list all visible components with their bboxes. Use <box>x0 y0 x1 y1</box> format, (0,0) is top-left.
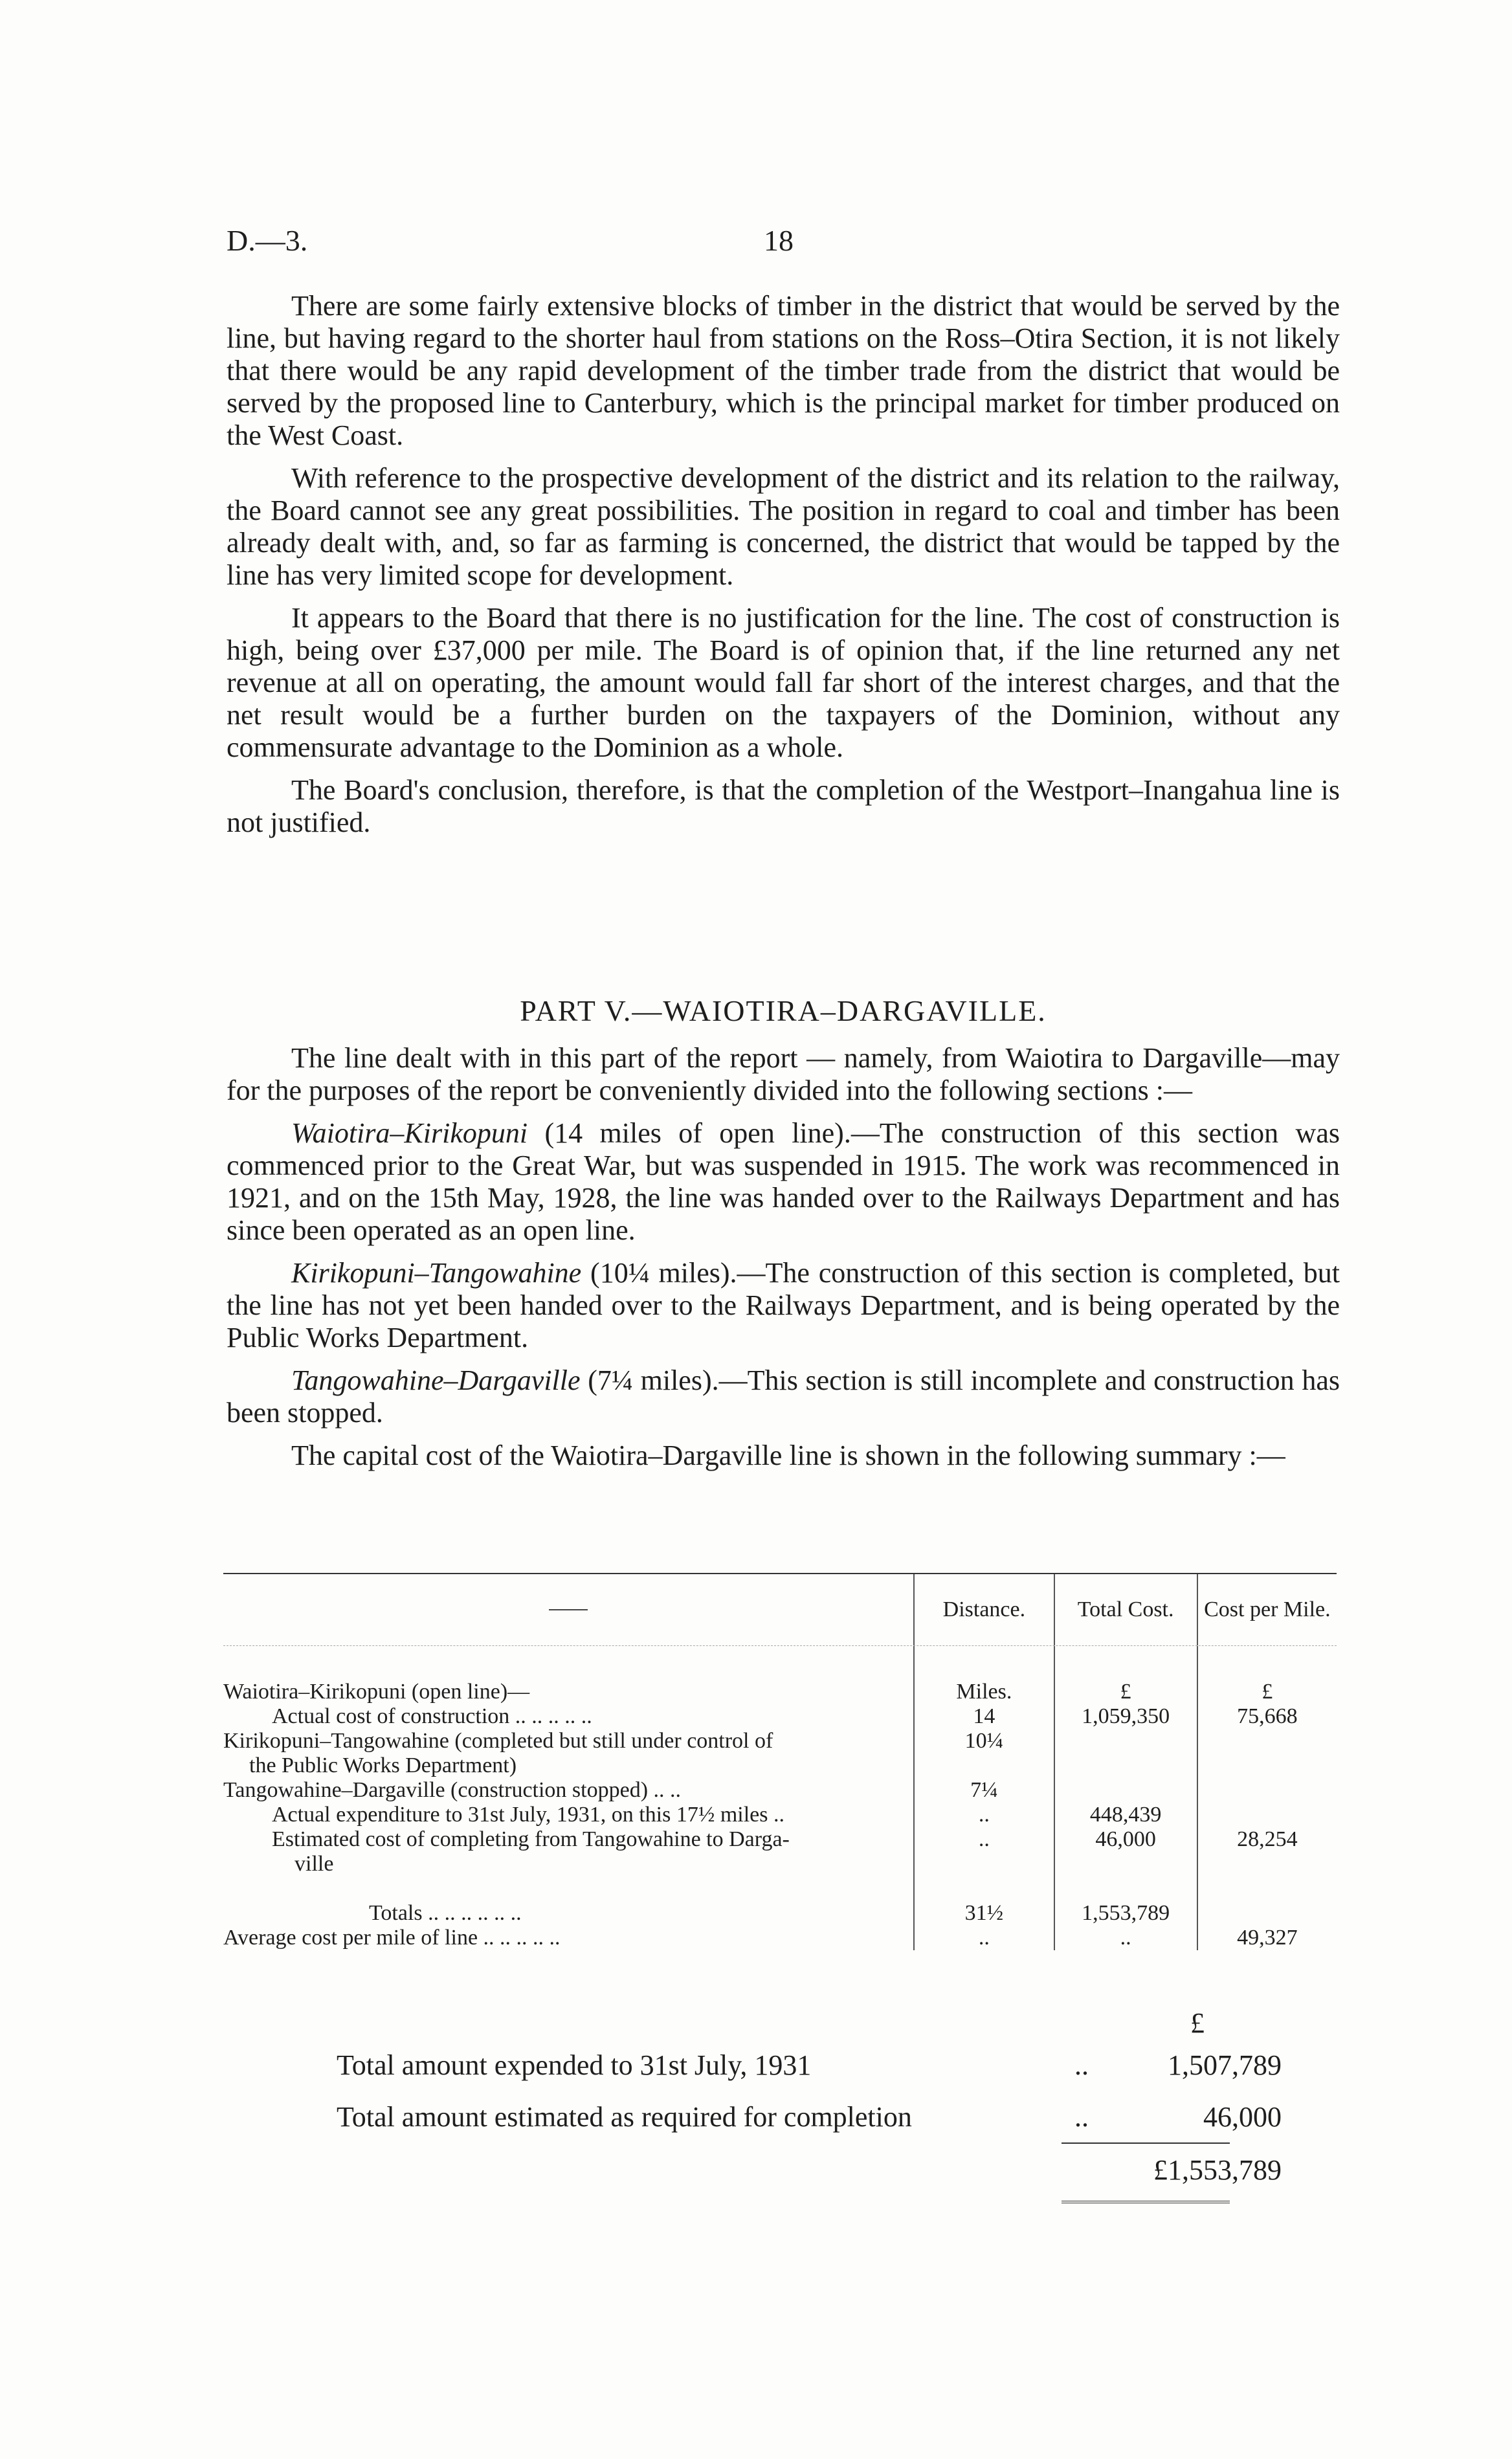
section-name: Tangowahine–Dargaville <box>291 1364 581 1396</box>
table-cell: £ <box>1262 1680 1273 1704</box>
header-cost-per-mile: Cost per Mile. <box>1197 1574 1337 1645</box>
grand-total-row <box>337 2144 1282 2196</box>
column-description <box>223 1646 913 1950</box>
capital-cost-table <box>223 1573 1337 1950</box>
section-name: Waiotira–Kirikopuni <box>291 1117 528 1149</box>
table-cell: Kirikopuni–Tangowahine (completed but still under control of <box>223 1729 773 1753</box>
table-cell <box>1055 1729 1197 1753</box>
table-cell <box>1055 1876 1197 1901</box>
header-distance: Distance. <box>913 1574 1053 1645</box>
expended-label: Total amount expended to 31st July, 1931 <box>337 2049 812 2081</box>
header-dash <box>549 1609 588 1610</box>
table-cell <box>1198 1753 1337 1778</box>
section-heading: PART V.—WAIOTIRA–DARGAVILLE. <box>520 994 1047 1027</box>
table-cell: 1,059,350 <box>1082 1704 1170 1728</box>
table-cell: Totals .. .. .. .. .. .. <box>369 1901 522 1925</box>
section-text: (10¼ miles).—The construction of this section is completed, but the line has not yet been handed over to the Railways Department, and is being operated by the Public Works Department. <box>227 1257 1340 1353</box>
table-cell: .. <box>978 1803 990 1827</box>
estimated-value: 46,000 <box>1203 2100 1282 2133</box>
table-cell <box>1198 1852 1337 1876</box>
table-cell: Actual expenditure to 31st July, 1931, on this 17½ miles .. <box>272 1803 784 1827</box>
totals-summary <box>337 2007 1282 2203</box>
table-cell: Waiotira–Kirikopuni (open line)— <box>223 1680 530 1704</box>
table-header-row <box>223 1574 1337 1646</box>
column-distance <box>913 1646 1053 1950</box>
estimated-label: Total amount estimated as required for completion <box>337 2100 912 2133</box>
table-cell <box>915 1753 1053 1778</box>
table-cell: 49,327 <box>1237 1926 1298 1950</box>
table-cell: .. <box>978 1827 990 1851</box>
table-cell: 10¼ <box>964 1729 1004 1753</box>
grand-total-value: £1,553,789 <box>1153 2153 1282 2186</box>
table-cell: £ <box>1120 1680 1131 1704</box>
leader-dots: .. <box>1074 2100 1089 2133</box>
table-cell <box>1198 1876 1337 1901</box>
table-cell: Tangowahine–Dargaville (construction stopped) .. .. <box>223 1778 682 1802</box>
table-cell <box>1198 1803 1337 1827</box>
body-part5 <box>227 1042 1340 1482</box>
paragraph: There are some fairly extensive blocks of timber in the district that would be served by the line, but having regard to the shorter haul from stations on the Ross–Otira Section, it is not likely that there would be any rapid development of the timber trade from the district that would be served by the proposed line to Canterbury, which is the principal market for timber produced on the West Coast. <box>227 290 1340 451</box>
table-cell: the Public Works Department) <box>249 1753 517 1777</box>
table-cell: 75,668 <box>1237 1704 1298 1728</box>
currency-symbol: £ <box>1190 2007 1205 2039</box>
column-total-cost <box>1054 1646 1197 1950</box>
table-body <box>223 1646 1337 1950</box>
table-cell <box>915 1852 1053 1876</box>
table-cell <box>1198 1901 1337 1926</box>
estimated-row <box>337 2091 1282 2142</box>
table-cell: ville <box>295 1852 334 1876</box>
table-cell <box>1198 1729 1337 1753</box>
table-cell: 448,439 <box>1089 1803 1162 1827</box>
table-cell: 14 <box>973 1704 995 1728</box>
table-cell <box>1055 1753 1197 1778</box>
table-cell <box>1198 1778 1337 1803</box>
column-cost-per-mile <box>1197 1646 1337 1950</box>
leader-dots: .. <box>1074 2049 1089 2081</box>
expended-value: 1,507,789 <box>1168 2049 1282 2081</box>
table-cell <box>1055 1778 1197 1803</box>
paragraph: With reference to the prospective development of the district and its relation to the railway, the Board cannot see any great possibilities. The position in regard to coal and timber has been already dealt with, and, so far as farming is concerned, the district that would be tapped by the line has very limited scope for development. <box>227 462 1340 591</box>
paragraph: It appears to the Board that there is no justification for the line. The cost of construction is high, being over £37,000 per mile. The Board is of opinion that, if the line returned any net revenue at all on operating, the amount would fall far short of the interest charges, and that the net result would be a further burden on the taxpayers of the Dominion, without any commensurate advantage to the Dominion as a whole. <box>227 602 1340 763</box>
table-cell: Average cost per mile of line .. .. .. .. .. <box>223 1926 561 1950</box>
header-total-cost: Total Cost. <box>1054 1574 1197 1645</box>
table-cell: 31½ <box>964 1901 1004 1925</box>
table-cell: Actual cost of construction .. .. .. .. .. <box>272 1704 592 1728</box>
section-name: Kirikopuni–Tangowahine <box>291 1257 582 1289</box>
currency-row <box>337 2007 1282 2039</box>
table-cell: Miles. <box>956 1680 1012 1704</box>
header-desc-cell <box>223 1574 913 1645</box>
section-kirikopuni-tangowahine <box>227 1257 1340 1354</box>
body-top <box>227 290 1340 849</box>
table-cell <box>223 1876 913 1901</box>
section-text: (7¼ miles).—This section is still incomplete and construction has been stopped. <box>227 1364 1340 1429</box>
table-cell: 1,553,789 <box>1082 1901 1170 1925</box>
table-cell: 46,000 <box>1095 1827 1156 1851</box>
table-cell <box>1055 1852 1197 1876</box>
table-cell: Estimated cost of completing from Tangowahine to Darga- <box>272 1827 790 1851</box>
section-text: (14 miles of open line).—The construction of this section was commenced prior to the Great War, but was suspended in 1915. The work was recommenced in 1921, and on the 15th May, 1928, the line was handed over to the Railways Department and has since been operated as an open line. <box>227 1117 1340 1246</box>
table-cell: 28,254 <box>1237 1827 1298 1851</box>
double-rule <box>1062 2201 1230 2203</box>
paragraph: The Board's conclusion, therefore, is that the completion of the Westport–Inangahua line is not justified. <box>227 774 1340 838</box>
page-number: 18 <box>764 224 794 257</box>
section-tangowahine-dargaville <box>227 1364 1340 1429</box>
table-cell: .. <box>978 1926 990 1950</box>
paragraph: The capital cost of the Waiotira–Dargaville line is shown in the following summary :— <box>291 1440 1285 1471</box>
document-reference: D.—3. <box>227 224 308 257</box>
paragraph: The line dealt with in this part of the report — namely, from Waiotira to Dargaville—may for the purposes of the report be conveniently divided into the following sections :— <box>227 1042 1340 1106</box>
table-cell <box>915 1876 1053 1901</box>
expended-row <box>337 2039 1282 2091</box>
table-cell: .. <box>1120 1926 1131 1950</box>
section-waiotira-kirikopuni <box>227 1117 1340 1247</box>
table-cell: 7¼ <box>970 1778 998 1802</box>
